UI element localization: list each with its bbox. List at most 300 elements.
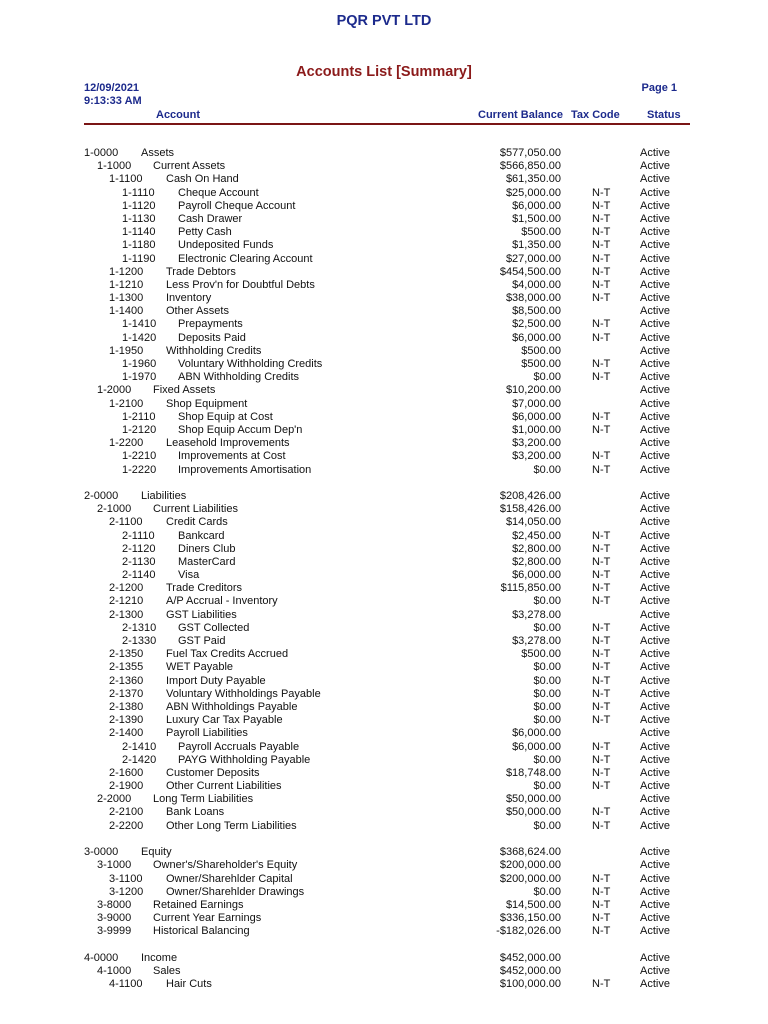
account-code: 2-1120 [122,542,156,555]
account-code: 2-1350 [109,648,144,661]
account-code: 1-1110 [122,186,155,199]
tax-code: N-T [592,555,611,568]
table-row [0,569,768,582]
status: Active [640,912,670,925]
account-code: 2-1310 [122,621,157,634]
account-code: 4-0000 [84,951,119,964]
column-header-account: Account [156,109,200,121]
account-name: Owner/Sharehlder Drawings [166,885,305,898]
tax-code: N-T [592,423,611,436]
account-name: Owner's/Shareholder's Equity [153,859,298,872]
current-balance: $566,850.00 [499,160,561,173]
account-code: 1-2000 [97,384,132,397]
tax-code: N-T [592,463,611,476]
tax-code: N-T [592,635,611,648]
status: Active [640,265,670,278]
status: Active [640,318,670,331]
status: Active [640,410,670,423]
report-title: Accounts List [Summary] [296,64,472,80]
status: Active [640,503,670,516]
current-balance: $6,000.00 [512,740,561,753]
status: Active [640,608,670,621]
account-name: MasterCard [178,555,236,568]
tax-code: N-T [592,199,611,212]
tax-code: N-T [592,542,611,555]
tax-code: N-T [592,740,611,753]
account-name: Assets [141,147,175,159]
account-name: Liabilities [141,489,187,502]
table-row [0,846,768,859]
tax-code: N-T [592,212,611,225]
tax-code: N-T [592,569,611,582]
status: Active [640,885,670,898]
account-name: Other Assets [166,305,229,318]
account-code: 1-1140 [122,226,156,239]
account-code: 3-0000 [84,846,119,859]
table-row [0,688,768,701]
status: Active [640,305,670,318]
table-row [0,780,768,793]
account-name: Cash Drawer [178,212,243,225]
account-name: Petty Cash [178,226,232,239]
current-balance: $200,000.00 [499,872,561,885]
table-row [0,912,768,925]
table-row [0,661,768,674]
account-name: Trade Creditors [166,582,243,595]
current-balance: $452,000.00 [499,964,561,977]
current-balance: $10,200.00 [505,384,561,397]
status: Active [640,806,670,819]
current-balance: $0.00 [533,463,561,476]
status: Active [640,160,670,173]
account-name: Deposits Paid [178,331,246,344]
table-row [0,226,768,239]
current-balance: $336,150.00 [499,912,561,925]
table-row [0,411,768,424]
status: Active [640,872,670,885]
account-name: Bank Loans [166,806,225,819]
status: Active [640,450,670,463]
account-name: Prepayments [178,318,243,331]
table-row [0,503,768,516]
tax-code: N-T [592,898,611,911]
account-code: 1-2100 [109,397,144,410]
current-balance: $50,000.00 [505,793,561,806]
account-name: GST Collected [178,621,250,634]
account-name: Luxury Car Tax Payable [166,714,283,727]
status: Active [640,635,670,648]
table-row [0,292,768,305]
account-code: 2-1100 [109,516,143,529]
current-balance: $1,350.00 [512,239,561,252]
current-balance: $27,000.00 [505,252,561,265]
account-code: 1-1410 [122,318,157,331]
status: Active [640,344,670,357]
account-name: Hair Cuts [166,978,212,991]
table-row [0,266,768,279]
status: Active [640,463,670,476]
current-balance: $6,000.00 [512,569,561,582]
table-row [0,239,768,252]
account-code: 2-1380 [109,700,144,713]
current-balance: $6,000.00 [512,410,561,423]
table-row [0,806,768,819]
table-row [0,793,768,806]
current-balance: $0.00 [533,687,561,700]
table-row [0,820,768,833]
tax-code: N-T [592,358,611,370]
tax-code: N-T [592,278,611,291]
table-row [0,253,768,266]
current-balance: $38,000.00 [505,292,561,305]
current-balance: $3,200.00 [512,450,561,463]
tax-code: N-T [592,912,611,925]
current-balance: $2,500.00 [512,318,561,331]
account-name: Income [141,951,178,964]
status: Active [640,529,670,542]
account-name: Leasehold Improvements [166,437,290,450]
table-row [0,213,768,226]
table-row [0,160,768,173]
tax-code: N-T [592,331,611,344]
current-balance: $2,450.00 [512,529,561,542]
account-code: 1-1200 [109,265,144,278]
status: Active [640,582,670,595]
tax-code: N-T [592,806,611,819]
table-row [0,450,768,463]
account-code: 3-1100 [109,872,143,885]
status: Active [640,489,670,502]
account-name: Fixed Assets [153,384,216,397]
table-row [0,582,768,595]
tax-code: N-T [592,318,611,331]
current-balance: $0.00 [533,661,561,674]
account-code: 2-1140 [122,569,156,582]
status: Active [640,542,670,555]
tax-code: N-T [592,450,611,463]
account-code: 2-1370 [109,687,144,700]
account-code: 2-1000 [97,503,132,516]
account-name: Visa [178,569,200,582]
current-balance: $14,050.00 [505,516,561,529]
account-name: Withholding Credits [166,344,262,357]
status: Active [640,199,670,212]
current-balance: $452,000.00 [499,951,561,964]
table-row [0,635,768,648]
account-name: PAYG Withholding Payable [178,753,311,766]
table-row [0,187,768,200]
status: Active [640,186,670,199]
table-row [0,173,768,186]
status: Active [640,569,670,582]
status: Active [640,714,670,727]
table-row [0,965,768,978]
table-row [0,701,768,714]
account-code: 1-1100 [109,173,143,186]
current-balance: $61,350.00 [505,173,561,186]
table-row [0,332,768,345]
status: Active [640,898,670,911]
current-balance: $0.00 [533,371,561,384]
table-row [0,556,768,569]
account-name: Current Assets [153,160,226,173]
tax-code: N-T [592,753,611,766]
table-row [0,490,768,503]
table-row [0,437,768,450]
account-code: 2-1130 [122,555,156,568]
status: Active [640,437,670,450]
table-row [0,925,768,938]
status: Active [640,648,670,661]
tax-code: N-T [592,661,611,674]
tax-code: N-T [592,529,611,542]
account-code: 1-1120 [122,199,156,212]
report-date: 12/09/2021 [84,82,140,94]
status: Active [640,397,670,410]
status: Active [640,555,670,568]
current-balance: $0.00 [533,700,561,713]
account-name: Shop Equipment [166,397,248,410]
account-code: 1-2110 [122,410,156,423]
current-balance: $2,800.00 [512,542,561,555]
account-name: Improvements Amortisation [178,463,312,476]
status: Active [640,727,670,740]
table-row [0,384,768,397]
tax-code: N-T [592,239,611,252]
account-name: Other Long Term Liabilities [166,819,297,832]
tax-code: N-T [592,292,611,305]
report-time: 9:13:33 AM [84,95,142,107]
table-row [0,886,768,899]
account-code: 1-1420 [122,331,157,344]
tax-code: N-T [592,371,611,384]
account-code: 2-1210 [109,595,144,608]
current-balance: $3,200.00 [512,437,561,450]
account-code: 2-1330 [122,635,157,648]
current-balance: $0.00 [533,714,561,727]
status: Active [640,925,670,938]
account-name: Diners Club [178,542,236,555]
current-balance: $0.00 [533,621,561,634]
current-balance: $208,426.00 [499,489,561,502]
tax-code: N-T [592,265,611,278]
account-code: 4-1000 [97,964,132,977]
current-balance: $14,500.00 [505,898,561,911]
account-code: 2-1300 [109,608,144,621]
current-balance: $0.00 [533,753,561,766]
status: Active [640,595,670,608]
status: Active [640,371,670,384]
account-code: 3-9999 [97,925,132,938]
current-balance: $454,500.00 [499,265,561,278]
tax-code: N-T [592,978,611,991]
account-code: 1-1400 [109,305,144,318]
column-header-tax-code: Tax Code [571,109,620,121]
account-code: 1-2200 [109,437,144,450]
account-code: 1-2120 [122,423,157,436]
account-name: Current Liabilities [153,503,238,516]
tax-code: N-T [592,595,611,608]
account-name: Long Term Liabilities [153,793,254,806]
tax-code: N-T [592,648,611,661]
account-code: 1-0000 [84,147,119,159]
table-row [0,873,768,886]
table-row [0,345,768,358]
table-row [0,464,768,477]
table-row [0,318,768,331]
current-balance: $4,000.00 [512,278,561,291]
account-code: 2-0000 [84,489,119,502]
table-row [0,530,768,543]
status: Active [640,252,670,265]
account-name: Shop Equip at Cost [178,410,273,423]
account-name: Other Current Liabilities [166,780,282,793]
tax-code: N-T [592,582,611,595]
account-name: Improvements at Cost [178,450,286,463]
status: Active [640,700,670,713]
status: Active [640,846,670,859]
table-row [0,424,768,437]
account-code: 2-1410 [122,740,157,753]
account-name: Import Duty Payable [166,674,266,687]
status: Active [640,278,670,291]
tax-code: N-T [592,621,611,634]
table-row [0,767,768,780]
account-code: 1-1960 [122,358,157,370]
current-balance: $0.00 [533,885,561,898]
status: Active [640,384,670,397]
table-row [0,859,768,872]
account-name: Less Prov'n for Doubtful Debts [166,278,315,291]
table-row [0,727,768,740]
account-code: 1-1950 [109,344,144,357]
header-divider [84,123,690,125]
status: Active [640,859,670,872]
account-name: Bankcard [178,529,225,542]
account-name: Cash On Hand [166,173,239,186]
table-row [0,398,768,411]
current-balance: $500.00 [521,648,561,661]
account-name: ABN Withholding Credits [178,371,300,384]
current-balance: $0.00 [533,780,561,793]
tax-code: N-T [592,252,611,265]
table-row [0,952,768,965]
account-code: 3-1000 [97,859,132,872]
account-code: 1-1300 [109,292,144,305]
current-balance: $6,000.00 [512,199,561,212]
tax-code: N-T [592,885,611,898]
status: Active [640,766,670,779]
account-code: 2-1110 [122,529,155,542]
table-row [0,543,768,556]
current-balance: $7,000.00 [512,397,561,410]
account-name: Owner/Sharehlder Capital [166,872,293,885]
account-code: 1-1000 [97,160,132,173]
account-name: Electronic Clearing Account [178,252,313,265]
status: Active [640,292,670,305]
current-balance: $158,426.00 [499,503,561,516]
account-name: GST Paid [178,635,226,648]
accounts-table [0,147,768,991]
status: Active [640,964,670,977]
tax-code: N-T [592,925,611,938]
account-name: Historical Balancing [153,925,250,938]
account-code: 2-1390 [109,714,144,727]
account-name: Shop Equip Accum Dep'n [178,423,303,436]
current-balance: $577,050.00 [499,147,561,159]
account-code: 2-2200 [109,819,144,832]
account-code: 2-1360 [109,674,144,687]
table-row [0,371,768,384]
status: Active [640,819,670,832]
account-name: ABN Withholdings Payable [166,700,298,713]
tax-code: N-T [592,780,611,793]
status: Active [640,147,670,159]
current-balance: $100,000.00 [499,978,561,991]
status: Active [640,793,670,806]
status: Active [640,516,670,529]
account-code: 1-1130 [122,212,156,225]
account-name: Undeposited Funds [178,239,274,252]
status: Active [640,951,670,964]
tax-code: N-T [592,700,611,713]
tax-code: N-T [592,714,611,727]
table-row [0,279,768,292]
account-name: Fuel Tax Credits Accrued [166,648,289,661]
tax-code: N-T [592,674,611,687]
table-row [0,358,768,371]
account-name: GST Liabilities [166,608,237,621]
status: Active [640,173,670,186]
table-row [0,516,768,529]
current-balance: $1,500.00 [512,212,561,225]
account-code: 3-8000 [97,898,132,911]
current-balance: $2,800.00 [512,555,561,568]
tax-code: N-T [592,410,611,423]
account-code: 1-2210 [122,450,157,463]
status: Active [640,978,670,991]
tax-code: N-T [592,872,611,885]
current-balance: $50,000.00 [505,806,561,819]
account-name: Credit Cards [166,516,228,529]
account-code: 2-2000 [97,793,132,806]
status: Active [640,423,670,436]
account-code: 2-1200 [109,582,144,595]
account-name: Cheque Account [178,186,259,199]
current-balance: -$182,026.00 [496,925,561,938]
account-code: 1-1190 [122,252,156,265]
account-code: 3-1200 [109,885,144,898]
account-name: Customer Deposits [166,766,260,779]
account-name: Trade Debtors [166,265,236,278]
table-row [0,622,768,635]
account-code: 2-1600 [109,766,144,779]
table-row [0,741,768,754]
account-name: A/P Accrual - Inventory [166,595,278,608]
table-row [0,675,768,688]
current-balance: $3,278.00 [512,635,561,648]
table-row [0,754,768,767]
tax-code: N-T [592,687,611,700]
account-name: Sales [153,964,181,977]
account-name: Retained Earnings [153,898,244,911]
current-balance: $0.00 [533,819,561,832]
account-code: 2-2100 [109,806,144,819]
status: Active [640,674,670,687]
current-balance: $6,000.00 [512,331,561,344]
tax-code: N-T [592,186,611,199]
current-balance: $200,000.00 [499,859,561,872]
